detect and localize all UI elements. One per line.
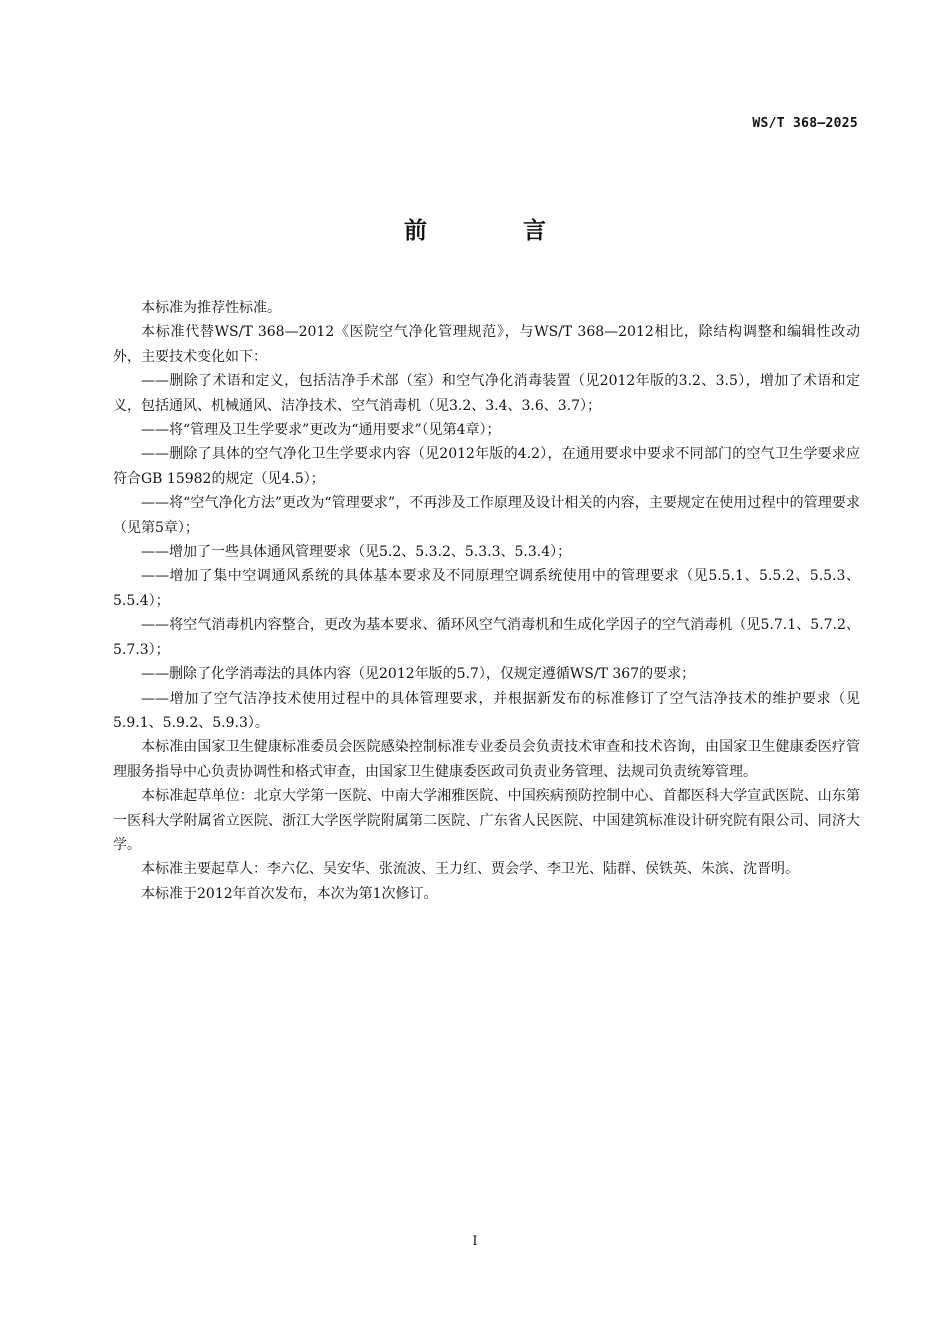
page-title: 前 言 — [403, 218, 590, 244]
paragraph: 本标准代替WS/T 368—2012《医院空气净化管理规范》，与WS/T 368—2012相比，除结构调整和编辑性改动外，主要技术变化如下： — [113, 324, 860, 365]
paragraph: 本标准由国家卫生健康标准委员会医院感染控制标准专业委员会负责技术审查和技术咨询，由国家卫生健康委医疗管理服务指导中心负责协调性和格式审查，由国家卫生健康委医政司负责业务管理、法规司负责统筹管理。 — [113, 739, 860, 780]
paragraph: ——删除了术语和定义，包括洁净手术部（室）和空气净化消毒装置（见2012年版的3.2、3.5），增加了术语和定义，包括通风、机械通风、洁净技术、空气消毒机（见3.2、3.4、3.6、3.7）； — [113, 373, 860, 414]
paragraph: 本标准为推荐性标准。 — [141, 300, 281, 316]
paragraph: 本标准主要起草人：李六亿、吴安华、张流波、王力红、贾会学、李卫光、陆群、侯铁英、朱滨、沈晋明。 — [141, 861, 799, 878]
paragraph: ——删除了化学消毒法的具体内容（见2012年版的5.7），仅规定遵循WS/T 367的要求； — [141, 666, 696, 683]
paragraph: ——将空气消毒机内容整合，更改为基本要求、循环风空气消毒机和生成化学因子的空气消毒机（见5.7.1、5.7.2、5.7.3）； — [113, 617, 860, 658]
paragraph: ——将“管理及卫生学要求”更改为“通用要求”（见第4章）； — [141, 422, 501, 439]
paragraph: ——增加了空气洁净技术使用过程中的具体管理要求，并根据新发布的标准修订了空气洁净技术的维护要求（见5.9.1、5.9.2、5.9.3）。 — [113, 690, 860, 731]
paragraph: 本标准起草单位：北京大学第一医院、中南大学湘雅医院、中国疾病预防控制中心、首都医科大学宣武医院、山东第一医科大学附属省立医院、浙江大学医学院附属第二医院、广东省人民医院、中国建筑标准设计研究院有限公司、同济大学。 — [113, 788, 860, 853]
paragraph: ——删除了具体的空气净化卫生学要求内容（见2012年版的4.2），在通用要求中要求不同部门的空气卫生学要求应符合GB 15982的规定（见4.5）； — [113, 446, 860, 487]
standard-code: WS/T 368—2025 — [752, 116, 858, 131]
page-number: I — [472, 1234, 478, 1249]
paragraph: ——增加了一些具体通风管理要求（见5.2、5.3.2、5.3.3、5.3.4）； — [141, 544, 572, 561]
paragraph: ——增加了集中空调通风系统的具体基本要求及不同原理空调系统使用中的管理要求（见5.5.1、5.5.2、5.5.3、5.5.4）； — [113, 568, 860, 609]
paragraph: ——将“空气净化方法”更改为“管理要求”，不再涉及工作原理及设计相关的内容，主要规定在使用过程中的管理要求（见第5章）； — [113, 495, 860, 536]
foreword-body — [113, 296, 860, 906]
paragraph: 本标准于2012年首次发布，本次为第1次修订。 — [141, 885, 438, 902]
